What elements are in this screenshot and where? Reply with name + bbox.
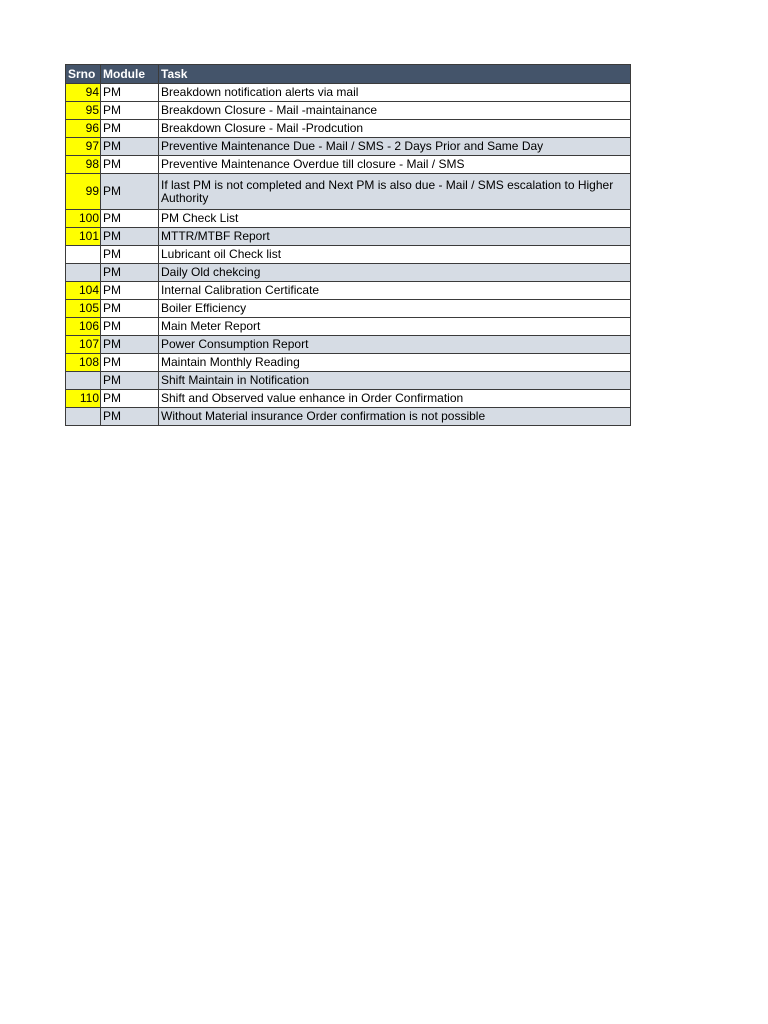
srno-cell[interactable]: 101 xyxy=(66,228,101,246)
task-cell[interactable]: Lubricant oil Check list xyxy=(159,246,631,264)
header-row xyxy=(66,65,631,84)
task-cell[interactable]: If last PM is not completed and Next PM is also due - Mail / SMS escalation to Higher Authority xyxy=(159,174,631,210)
srno-cell[interactable]: 94 xyxy=(66,84,101,102)
header-task[interactable]: Task xyxy=(159,65,631,84)
table-row xyxy=(66,102,631,120)
srno-cell[interactable]: 96 xyxy=(66,120,101,138)
module-cell[interactable]: PM xyxy=(101,318,159,336)
srno-cell[interactable]: 99 xyxy=(66,174,101,210)
table-row xyxy=(66,318,631,336)
task-cell[interactable]: Breakdown notification alerts via mail xyxy=(159,84,631,102)
module-cell[interactable]: PM xyxy=(101,354,159,372)
srno-cell[interactable]: 100 xyxy=(66,210,101,228)
task-cell[interactable]: Preventive Maintenance Overdue till closure - Mail / SMS xyxy=(159,156,631,174)
table-row xyxy=(66,372,631,390)
module-cell[interactable]: PM xyxy=(101,246,159,264)
srno-cell[interactable]: 107 xyxy=(66,336,101,354)
task-cell[interactable]: Breakdown Closure - Mail -Prodcution xyxy=(159,120,631,138)
table-row xyxy=(66,390,631,408)
table-row xyxy=(66,264,631,282)
task-cell[interactable]: Breakdown Closure - Mail -maintainance xyxy=(159,102,631,120)
srno-cell[interactable] xyxy=(66,372,101,390)
srno-cell[interactable]: 105 xyxy=(66,300,101,318)
module-cell[interactable]: PM xyxy=(101,390,159,408)
srno-cell[interactable]: 98 xyxy=(66,156,101,174)
srno-cell[interactable]: 97 xyxy=(66,138,101,156)
table-row xyxy=(66,408,631,426)
module-cell[interactable]: PM xyxy=(101,300,159,318)
table-row xyxy=(66,282,631,300)
task-cell[interactable]: MTTR/MTBF Report xyxy=(159,228,631,246)
task-table xyxy=(65,64,631,426)
srno-cell[interactable]: 110 xyxy=(66,390,101,408)
module-cell[interactable]: PM xyxy=(101,120,159,138)
table-row xyxy=(66,228,631,246)
task-cell[interactable]: Internal Calibration Certificate xyxy=(159,282,631,300)
table-row xyxy=(66,300,631,318)
srno-cell[interactable] xyxy=(66,408,101,426)
srno-cell[interactable]: 108 xyxy=(66,354,101,372)
srno-cell[interactable]: 95 xyxy=(66,102,101,120)
module-cell[interactable]: PM xyxy=(101,210,159,228)
task-cell[interactable]: Boiler Efficiency xyxy=(159,300,631,318)
module-cell[interactable]: PM xyxy=(101,408,159,426)
header-srno[interactable]: Srno xyxy=(66,65,101,84)
task-cell[interactable]: Power Consumption Report xyxy=(159,336,631,354)
task-cell[interactable]: Shift and Observed value enhance in Order Confirmation xyxy=(159,390,631,408)
task-cell[interactable]: PM Check List xyxy=(159,210,631,228)
task-cell[interactable]: Maintain Monthly Reading xyxy=(159,354,631,372)
srno-cell[interactable] xyxy=(66,264,101,282)
module-cell[interactable]: PM xyxy=(101,336,159,354)
table-row xyxy=(66,138,631,156)
module-cell[interactable]: PM xyxy=(101,174,159,210)
table-row xyxy=(66,336,631,354)
table-row xyxy=(66,210,631,228)
table-row xyxy=(66,246,631,264)
module-cell[interactable]: PM xyxy=(101,228,159,246)
module-cell[interactable]: PM xyxy=(101,84,159,102)
table-row xyxy=(66,120,631,138)
table-row xyxy=(66,84,631,102)
srno-cell[interactable]: 106 xyxy=(66,318,101,336)
table-row xyxy=(66,174,631,210)
module-cell[interactable]: PM xyxy=(101,264,159,282)
task-cell[interactable]: Shift Maintain in Notification xyxy=(159,372,631,390)
module-cell[interactable]: PM xyxy=(101,102,159,120)
header-module[interactable]: Module xyxy=(101,65,159,84)
module-cell[interactable]: PM xyxy=(101,138,159,156)
table-row xyxy=(66,354,631,372)
module-cell[interactable]: PM xyxy=(101,372,159,390)
srno-cell[interactable] xyxy=(66,246,101,264)
module-cell[interactable]: PM xyxy=(101,282,159,300)
module-cell[interactable]: PM xyxy=(101,156,159,174)
task-cell[interactable]: Main Meter Report xyxy=(159,318,631,336)
task-cell[interactable]: Daily Old chekcing xyxy=(159,264,631,282)
table-row xyxy=(66,156,631,174)
srno-cell[interactable]: 104 xyxy=(66,282,101,300)
task-cell[interactable]: Preventive Maintenance Due - Mail / SMS - 2 Days Prior and Same Day xyxy=(159,138,631,156)
task-cell[interactable]: Without Material insurance Order confirmation is not possible xyxy=(159,408,631,426)
